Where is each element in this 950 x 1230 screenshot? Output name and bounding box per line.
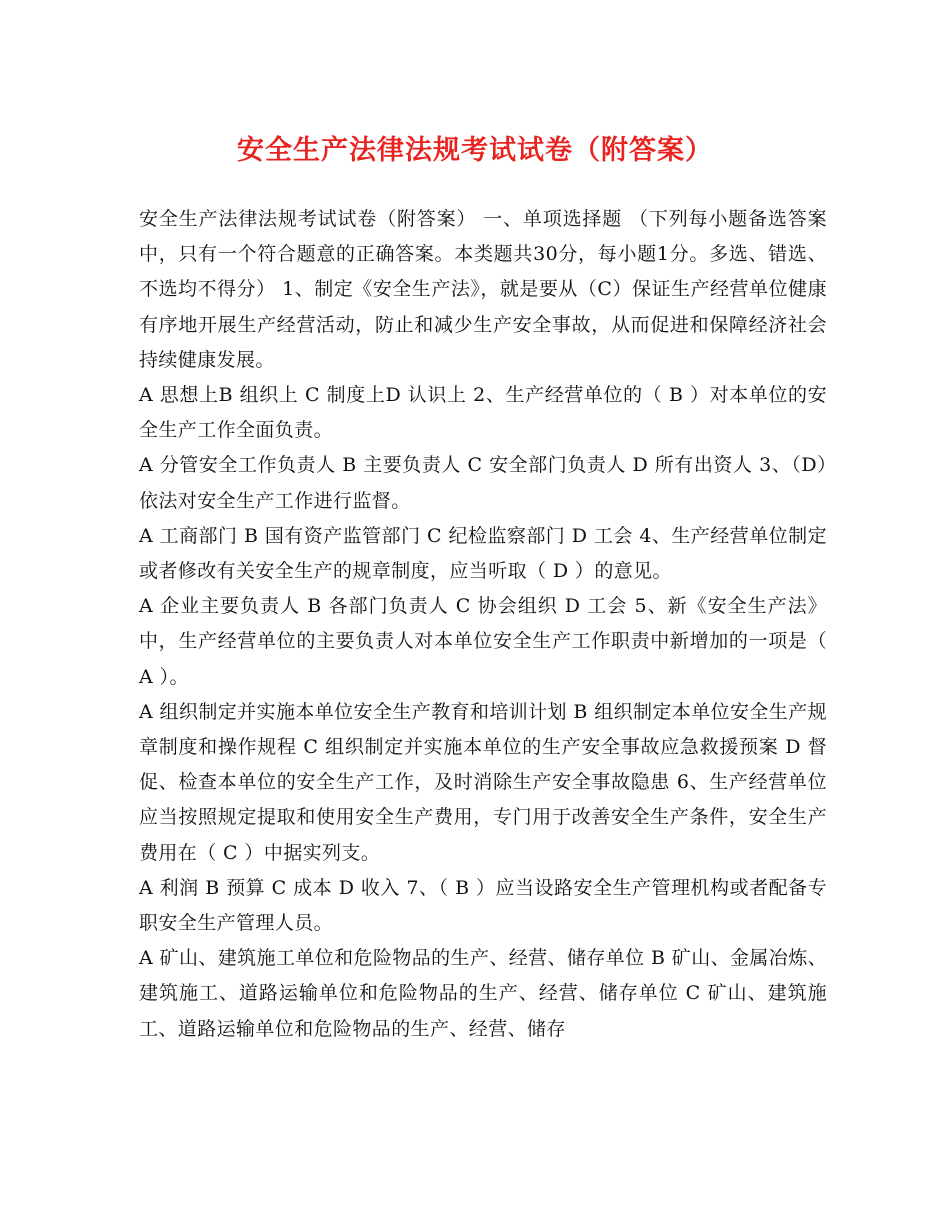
paragraph: 安全生产法律法规考试试卷（附答案） 一、单项选择题 （下列每小题备选答案中，只有一个符合题意的正确答案。本类题共30分，每小题1分。多选、错选、不选均不得分） 1、制定《安全生产法》，就是要从（C）保证生产经营单位健康有序地开展生产经营活动，防止和减少生产安全事故，从而促进和保障经济社会持续健康发展。 [139, 208, 827, 371]
paragraph: A 组织制定并实施本单位安全生产教育和培训计划 B 组织制定本单位安全生产规章制度和操作规程 C 组织制定并实施本单位的生产安全事故应急救援预案 D 督促、检查本单位的安全生产工作，及时消除生产安全事故隐患 6、生产经营单位应当按照规定提取和使用安全生产费用，专门用于改善安全生产条件，安全生产费用在（ C ）中据实列支。 [139, 700, 828, 864]
paragraph: A 矿山、建筑施工单位和危险物品的生产、经营、储存单位 B 矿山、金属冶炼、建筑施工、道路运输单位和危险物品的生产、经营、储存单位 C 矿山、建筑施工、道路运输单位和危险物品的生产、经营、储存 [139, 947, 828, 1040]
paragraph: A 分管安全工作负责人 B 主要负责人 C 安全部门负责人 D 所有出资人 3、（D）依法对安全生产工作进行监督。 [139, 454, 827, 512]
paragraph: A 工商部门 B 国有资产监管部门 C 纪检监察部门 D 工会 4、生产经营单位制定或者修改有关安全生产的规章制度，应当听取（ D ）的意见。 [139, 524, 827, 583]
paragraph: A 利润 B 预算 C 成本 D 收入 7、（ B ）应当设路安全生产管理机构或者配备专职安全生产管理人员。 [139, 876, 827, 935]
paragraph: A 企业主要负责人 B 各部门负责人 C 协会组织 D 工会 5、新《安全生产法》中，生产经营单位的主要负责人对本单位安全生产工作职责中新增加的一项是（ A ）。 [139, 595, 827, 688]
document-title: 安全生产法律法规考试试卷（附答案） [237, 135, 713, 166]
paragraph: A 思想上B 组织上 C 制度上D 认识上 2、生产经营单位的（ B ）对本单位的安全生产工作全面负责。 [139, 384, 827, 442]
document-body [139, 202, 827, 1047]
